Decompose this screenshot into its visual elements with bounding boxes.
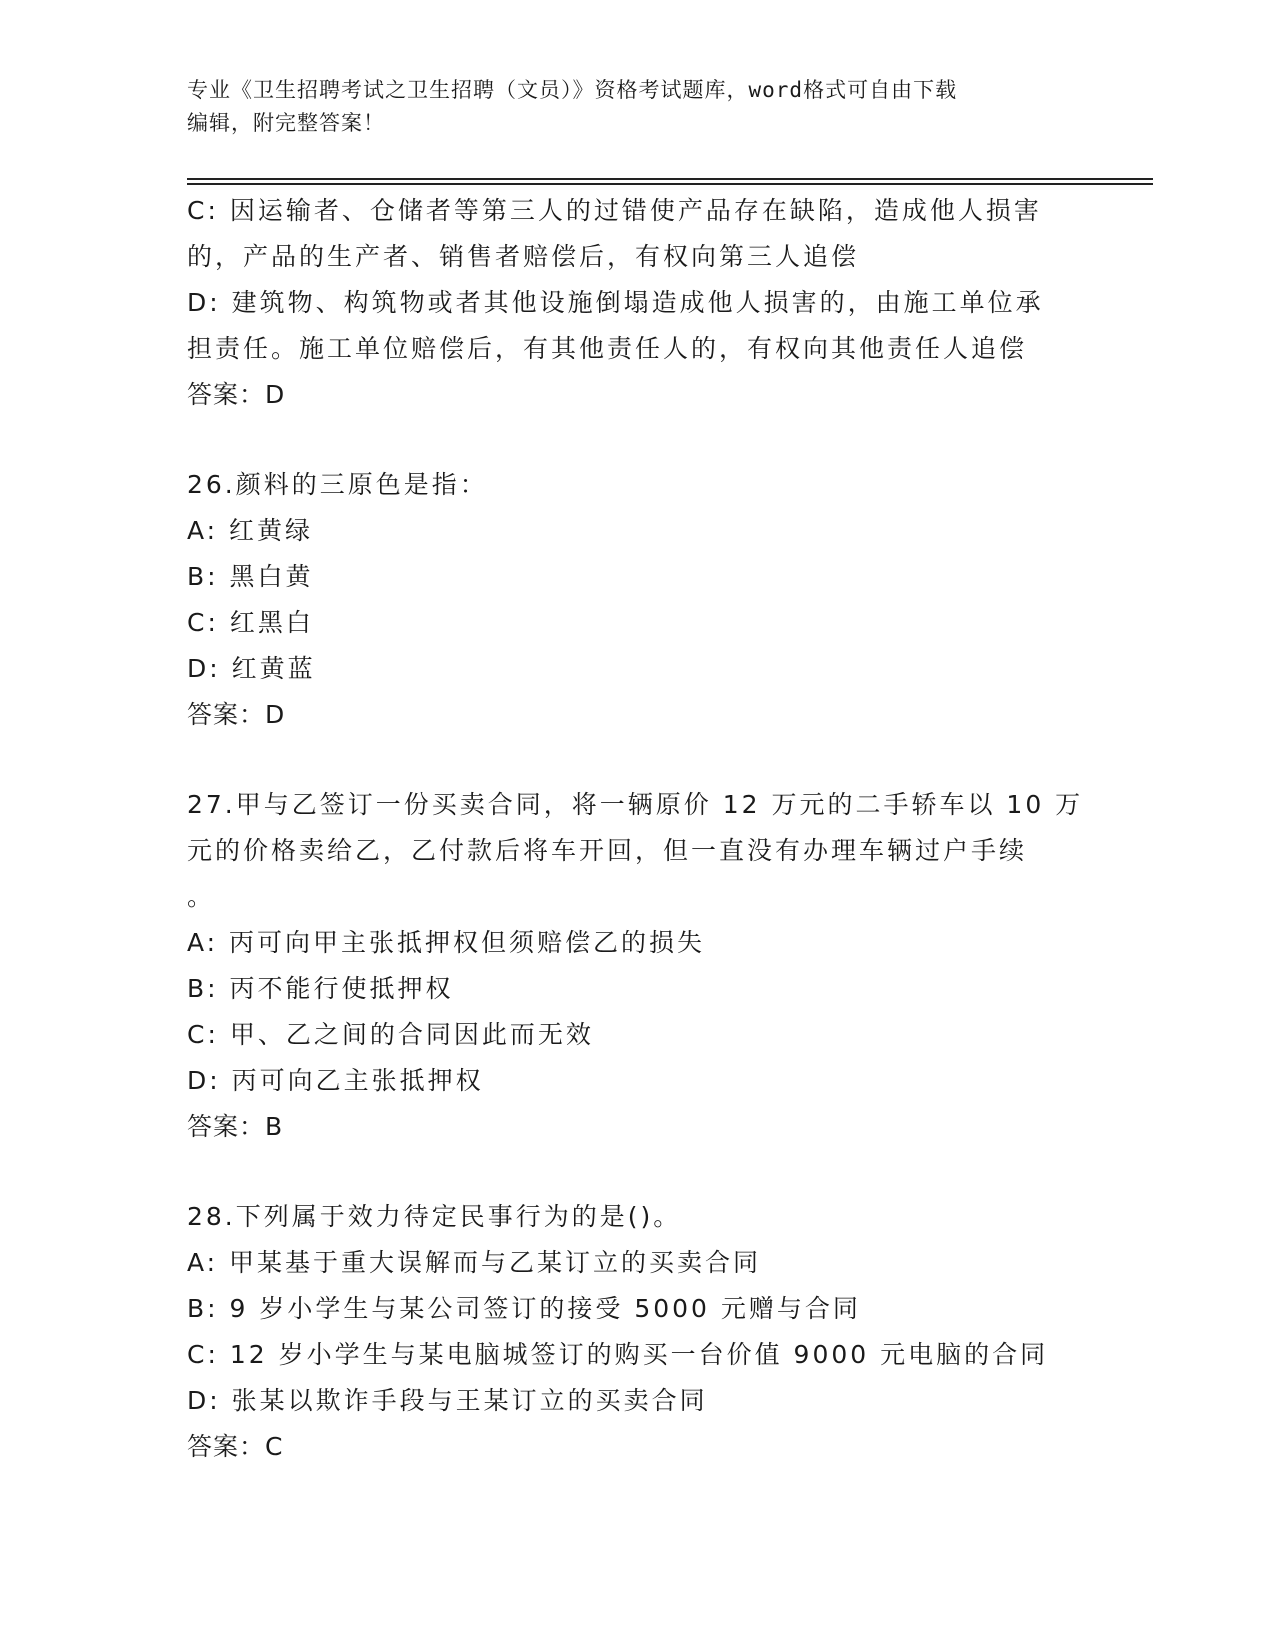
question-content xyxy=(187,188,1087,1470)
question-25-continued xyxy=(187,188,1087,418)
option-c-line2: 的，产品的生产者、销售者赔偿后，有权向第三人追偿 xyxy=(187,242,860,271)
page-header xyxy=(187,74,1067,140)
question-stem-line3: 。 xyxy=(187,882,216,911)
spacer xyxy=(187,418,1087,462)
option-c: C: 甲、乙之间的合同因此而无效 xyxy=(187,1020,594,1049)
option-a: A: 红黄绿 xyxy=(187,516,314,545)
option-c-line1: C: 因运输者、仓储者等第三人的过错使产品存在缺陷，造成他人损害 xyxy=(187,196,1042,225)
option-c: C: 12 岁小学生与某电脑城签订的购买一台价值 9000 元电脑的合同 xyxy=(187,1340,1049,1369)
header-divider-bottom xyxy=(187,183,1153,185)
question-stem-line2: 元的价格卖给乙，乙付款后将车开回，但一直没有办理车辆过户手续 xyxy=(187,836,1028,865)
question-26 xyxy=(187,462,1087,738)
option-b: B: 9 岁小学生与某公司签订的接受 5000 元赠与合同 xyxy=(187,1294,861,1323)
answer-line: 答案：B xyxy=(187,1112,284,1141)
header-title-line2: 编辑，附完整答案！ xyxy=(187,111,385,135)
option-a: A: 甲某基于重大误解而与乙某订立的买卖合同 xyxy=(187,1248,762,1277)
question-27 xyxy=(187,782,1087,1150)
option-c: C: 红黑白 xyxy=(187,608,314,637)
spacer xyxy=(187,1150,1087,1194)
header-title-line1: 专业《卫生招聘考试之卫生招聘（文员）》资格考试题库，word格式可自由下载 xyxy=(187,78,958,102)
question-28 xyxy=(187,1194,1087,1470)
option-d: D: 红黄蓝 xyxy=(187,654,316,683)
option-b: B: 丙不能行使抵押权 xyxy=(187,974,454,1003)
answer-line: 答案：D xyxy=(187,700,286,729)
option-d-line2: 担责任。施工单位赔偿后，有其他责任人的，有权向其他责任人追偿 xyxy=(187,334,1028,363)
option-d: D: 张某以欺诈手段与王某订立的买卖合同 xyxy=(187,1386,708,1415)
option-b: B: 黑白黄 xyxy=(187,562,314,591)
option-d-line1: D: 建筑物、构筑物或者其他设施倒塌造成他人损害的，由施工单位承 xyxy=(187,288,1044,317)
header-divider-top xyxy=(187,178,1153,180)
answer-line: 答案：C xyxy=(187,1432,284,1461)
option-a: A: 丙可向甲主张抵押权但须赔偿乙的损失 xyxy=(187,928,706,957)
spacer xyxy=(187,738,1087,782)
question-stem: 26.颜料的三原色是指： xyxy=(187,470,488,499)
answer-line: 答案：D xyxy=(187,380,286,409)
option-d: D: 丙可向乙主张抵押权 xyxy=(187,1066,484,1095)
question-stem: 28.下列属于效力待定民事行为的是()。 xyxy=(187,1202,682,1231)
question-stem-line1: 27.甲与乙签订一份买卖合同，将一辆原价 12 万元的二手轿车以 10 万 xyxy=(187,790,1084,819)
